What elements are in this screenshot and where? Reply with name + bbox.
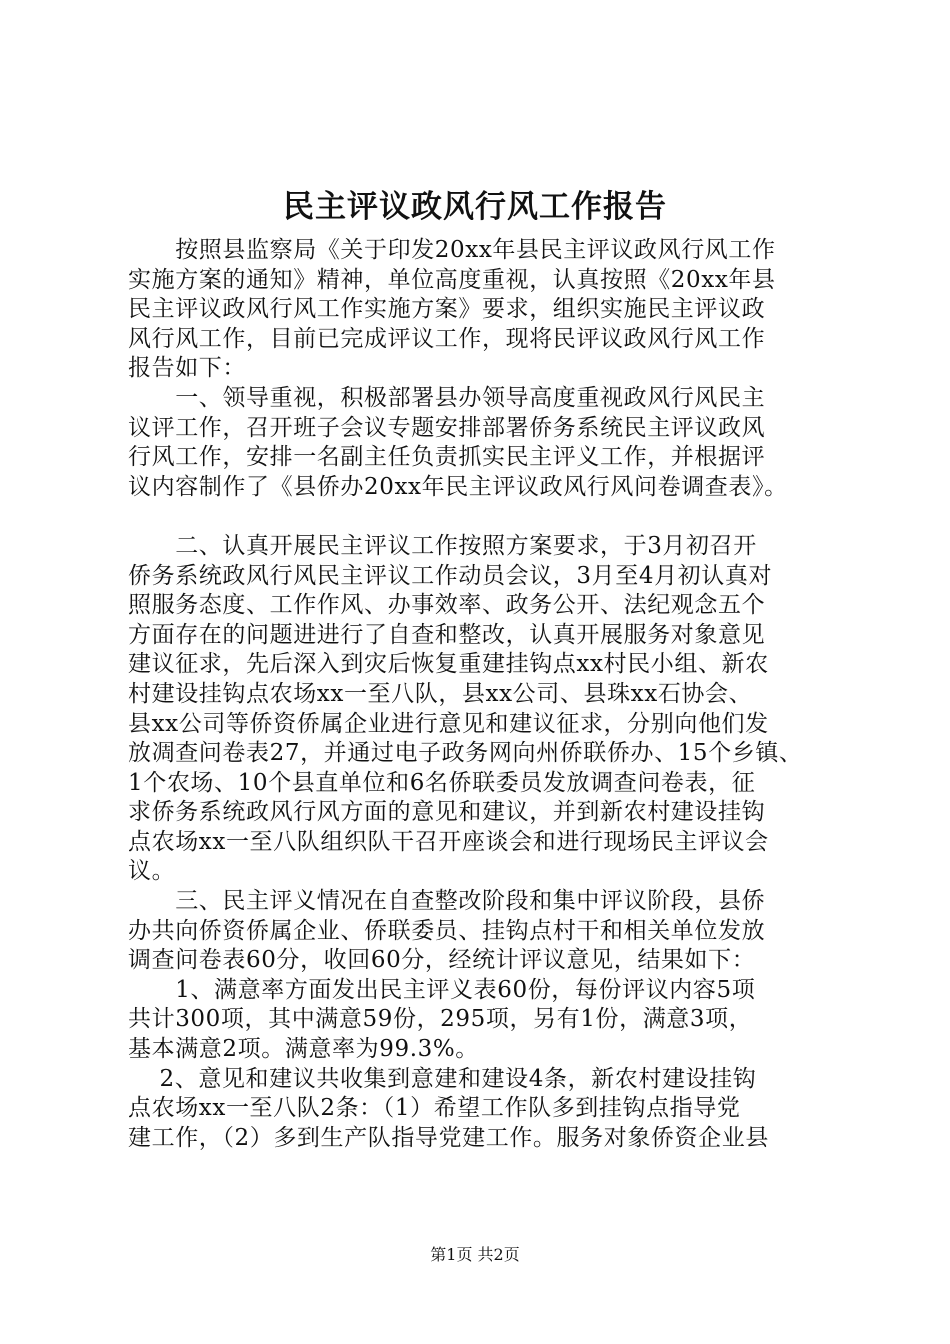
page-number-footer: 第1页 共2页 (430, 1245, 520, 1264)
body-text-line: 行风工作，安排一名副主任负责抓实民主评义工作，并根据评 (128, 444, 766, 471)
body-text-line: 实施方案的通知》精神，单位高度重视，认真按照《20xx年县 (128, 266, 776, 293)
body-text-line: 县xx公司等侨资侨属企业进行意见和建议征求，分别向他们发 (128, 710, 769, 737)
body-text-line: 基本满意2项。满意率为99.3%。 (128, 1036, 479, 1063)
body-text-line: 1、满意率方面发出民主评义表60份，每份评议内容5项 (128, 976, 756, 1003)
body-text-line: 三、民主评义情况在自查整改阶段和集中评议阶段，县侨 (128, 888, 766, 915)
body-text-line: 1个农场、10个县直单位和6名侨联委员发放调查问卷表，征 (128, 769, 756, 796)
body-text-line: 点农场xx一至八队2条：（1）希望工作队多到挂钩点指导党 (128, 1095, 741, 1122)
body-text-line: 2、意见和建议共收集到意建和建设4条，新农村建设挂钩 (128, 1065, 757, 1092)
body-text-line: 照服务态度、工作作风、办事效率、政务公开、法纪观念五个 (128, 592, 766, 619)
body-text-line: 建议征求，先后深入到灾后恢复重建挂钩点xx村民小组、新农 (128, 651, 769, 678)
body-text-line: 建工作，（2）多到生产队指导党建工作。服务对象侨资企业县 (128, 1124, 769, 1151)
body-text-line: 二、认真开展民主评议工作按照方案要求，于3月初召开 (128, 532, 757, 559)
document-title: 民主评议政风行风工作报告 (283, 189, 667, 225)
body-text-line: 议评工作，召开班子会议专题安排部署侨务系统民主评议政风 (128, 414, 766, 441)
body-text-line: 求侨务系统政风行风方面的意见和建议，并到新农村建设挂钩 (128, 799, 766, 826)
body-text-line: 民主评议政风行风工作实施方案》要求，组织实施民主评议政 (128, 296, 766, 323)
body-text-line: 方面存在的问题进进行了自查和整改，认真开展服务对象意见 (128, 621, 766, 648)
body-text-line: 议。 (128, 858, 176, 885)
body-text-line: 风行风工作，目前已完成评议工作，现将民评议政风行风工作 (128, 325, 766, 352)
body-text-line: 点农场xx一至八队组织队干召开座谈会和进行现场民主评议会 (128, 828, 769, 855)
body-text-line: 放凋查问卷表27，并通过电子政务网向州侨联侨办、15个乡镇、 (128, 740, 803, 767)
body-text-line: 村建设挂钩点农场xx一至八队，县xx公司、县珠xx石协会、 (128, 680, 753, 707)
body-text-line: 办共向侨资侨属企业、侨联委员、挂钩点村干和相关单位发放 (128, 917, 766, 944)
blank-line (128, 502, 828, 532)
body-text-line: 按照县监察局《关于印发20xx年县民主评议政风行风工作 (128, 237, 776, 263)
body-text-line: 调查问卷表60分，收回60分，经统计评议意见，结果如下： (128, 947, 756, 974)
body-text-line: 报告如下： (128, 355, 246, 382)
body-text-line: 议内容制作了《县侨办20xx年民主评议政风行风问卷调查表》。 (128, 473, 788, 500)
document-body (128, 236, 828, 1153)
body-text-line: 侨务系统政风行风民主评议工作动员会议，3月至4月初认真对 (128, 562, 773, 589)
body-text-line: 一、领导重视，积极部署县办领导高度重视政风行风民主 (128, 384, 766, 411)
body-text-line: 共计300项，其中满意59份，295项，另有1份，满意3项， (128, 1006, 753, 1033)
